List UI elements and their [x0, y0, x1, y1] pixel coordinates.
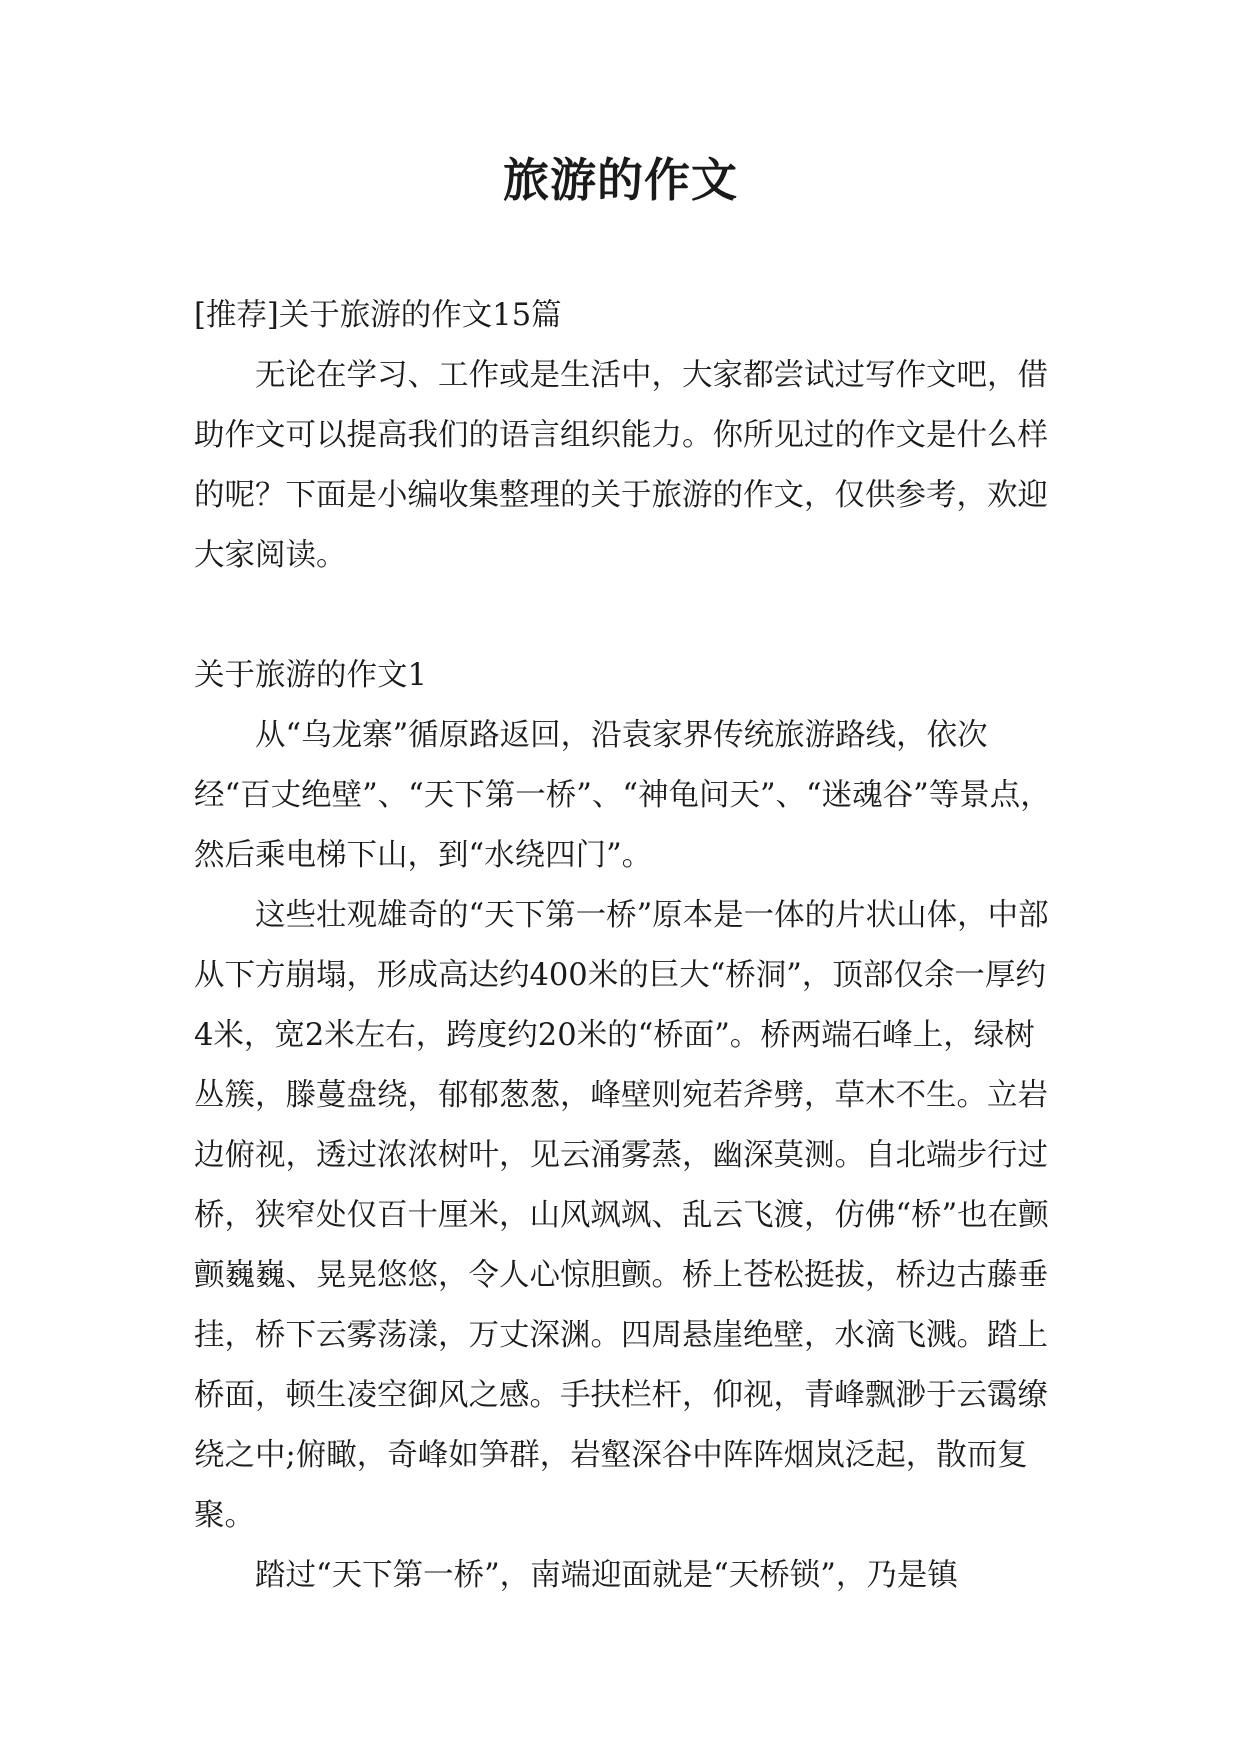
document-subtitle: [推荐]关于旅游的作文15篇: [194, 298, 562, 333]
section-heading: 关于旅游的作文1: [194, 658, 427, 693]
paragraph-spacer: [194, 586, 1054, 646]
body-paragraph-3: 踏过“天下第一桥”，南端迎面就是“天桥锁”，乃是镇: [255, 1558, 958, 1593]
document-body: [194, 286, 1054, 1606]
body-paragraph-1: 从“乌龙寨”循原路返回，沿袁家界传统旅游路线，依次经“百丈绝壁”、“天下第一桥”、“神龟问天”、“迷魂谷”等景点，然后乘电梯下山，到“水绕四门”。: [194, 718, 1051, 873]
document-title: 旅游的作文: [503, 153, 738, 207]
intro-paragraph: 无论在学习、工作或是生活中，大家都尝试过写作文吧，借助作文可以提高我们的语言组织能力。你所见过的作文是什么样的呢？下面是小编收集整理的关于旅游的作文，仅供参考，欢迎大家阅读。: [194, 358, 1048, 573]
body-paragraph-2: 这些壮观雄奇的“天下第一桥”原本是一体的片状山体，中部从下方崩塌，形成高达约400米的巨大“桥洞”，顶部仅余一厚约4米，宽2米左右，跨度约20米的“桥面”。桥两端石峰上，绿树丛簇，滕蔓盘绕，郁郁葱葱，峰壁则宛若斧劈，草木不生。立岩边俯视，透过浓浓树叶，见云涌雾蒸，幽深莫测。自北端步行过桥，狭窄处仅百十厘米，山风飒飒、乱云飞渡，仿佛“桥”也在颤颤巍巍、晃晃悠悠，令人心惊胆颤。桥上苍松挺拔，桥边古藤垂挂，桥下云雾荡漾，万丈深渊。四周悬崖绝壁，水滴飞溅。踏上桥面，顿生凌空御风之感。手扶栏杆，仰视，青峰飘渺于云霭缭绕之中;俯瞰，奇峰如笋群，岩壑深谷中阵阵烟岚泛起，散而复聚。: [194, 898, 1049, 1533]
